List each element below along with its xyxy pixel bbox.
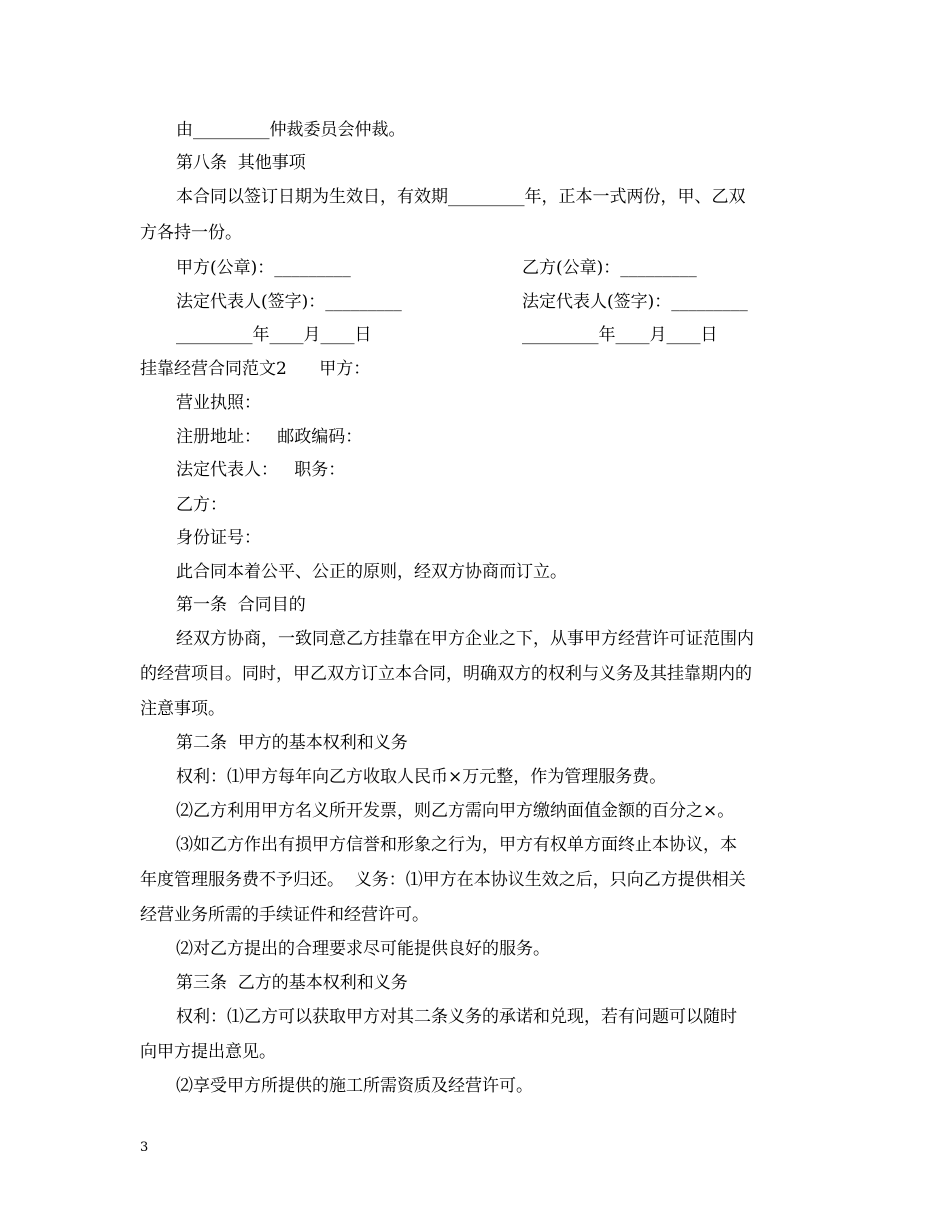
party-a-representative: 法定代表人(签字)：_________ bbox=[176, 292, 402, 312]
document-title: 挂靠经营合同范文2 甲方： bbox=[140, 359, 371, 379]
paragraph-line: ⑶如乙方作出有损甲方信誉和形象之行为，甲方有权单方面终止本协议，本 bbox=[176, 835, 737, 855]
section-heading: 第三条 乙方的基本权利和义务 bbox=[176, 973, 408, 993]
section-heading: 第八条 其他事项 bbox=[176, 153, 306, 173]
party-a-date: _________年____月____日 bbox=[176, 325, 372, 345]
paragraph-line: 此合同本着公平、公正的原则，经双方协商而订立。 bbox=[176, 562, 567, 582]
party-a-seal: 甲方(公章)：_________ bbox=[176, 258, 351, 278]
paragraph-line: 经双方协商，一致同意乙方挂靠在甲方企业之下，从事甲方经营许可证范围内 bbox=[176, 629, 754, 649]
party-b-representative: 法定代表人(签字)：_________ bbox=[522, 292, 748, 312]
paragraph-line: 本合同以签订日期为生效日，有效期_________年，正本一式两份，甲、乙双 bbox=[176, 187, 746, 207]
page-number: 3 bbox=[140, 1140, 149, 1155]
paragraph-line: 营业执照： bbox=[176, 393, 261, 413]
paragraph-line: 由_________仲裁委员会仲裁。 bbox=[176, 120, 406, 140]
paragraph-line: 注意事项。 bbox=[140, 699, 225, 719]
paragraph-line: 方各持一份。 bbox=[140, 223, 242, 243]
paragraph-line: ⑵对乙方提出的合理要求尽可能提供良好的服务。 bbox=[176, 939, 550, 959]
section-heading: 第一条 合同目的 bbox=[176, 595, 306, 615]
paragraph-line: 注册地址： 邮政编码： bbox=[176, 427, 363, 447]
party-b-seal: 乙方(公章)：_________ bbox=[522, 258, 697, 278]
paragraph-line: 法定代表人： 职务： bbox=[176, 460, 346, 480]
paragraph-line: 向甲方提出意见。 bbox=[140, 1042, 276, 1062]
paragraph-line: ⑵乙方利用甲方名义所开发票，则乙方需向甲方缴纳面值金额的百分之×。 bbox=[176, 801, 735, 821]
paragraph-line: 身份证号： bbox=[176, 528, 261, 548]
party-b-date: _________年____月____日 bbox=[522, 325, 718, 345]
paragraph-line: 年度管理服务费不予归还。 义务：⑴甲方在本协议生效之后，只向乙方提供相关 bbox=[140, 870, 746, 890]
paragraph-line: 经营业务所需的手续证件和经营许可。 bbox=[140, 905, 429, 925]
paragraph-line: 乙方： bbox=[176, 495, 227, 515]
paragraph-line: ⑵享受甲方所提供的施工所需资质及经营许可。 bbox=[176, 1076, 533, 1096]
paragraph-line: 的经营项目。同时，甲乙双方订立本合同，明确双方的权利与义务及其挂靠期内的 bbox=[140, 664, 752, 684]
section-heading: 第二条 甲方的基本权利和义务 bbox=[176, 733, 408, 753]
paragraph-line: 权利：⑴乙方可以获取甲方对其二条义务的承诺和兑现，若有问题可以随时 bbox=[176, 1007, 737, 1027]
paragraph-line: 权利：⑴甲方每年向乙方收取人民币×万元整，作为管理服务费。 bbox=[176, 767, 667, 787]
